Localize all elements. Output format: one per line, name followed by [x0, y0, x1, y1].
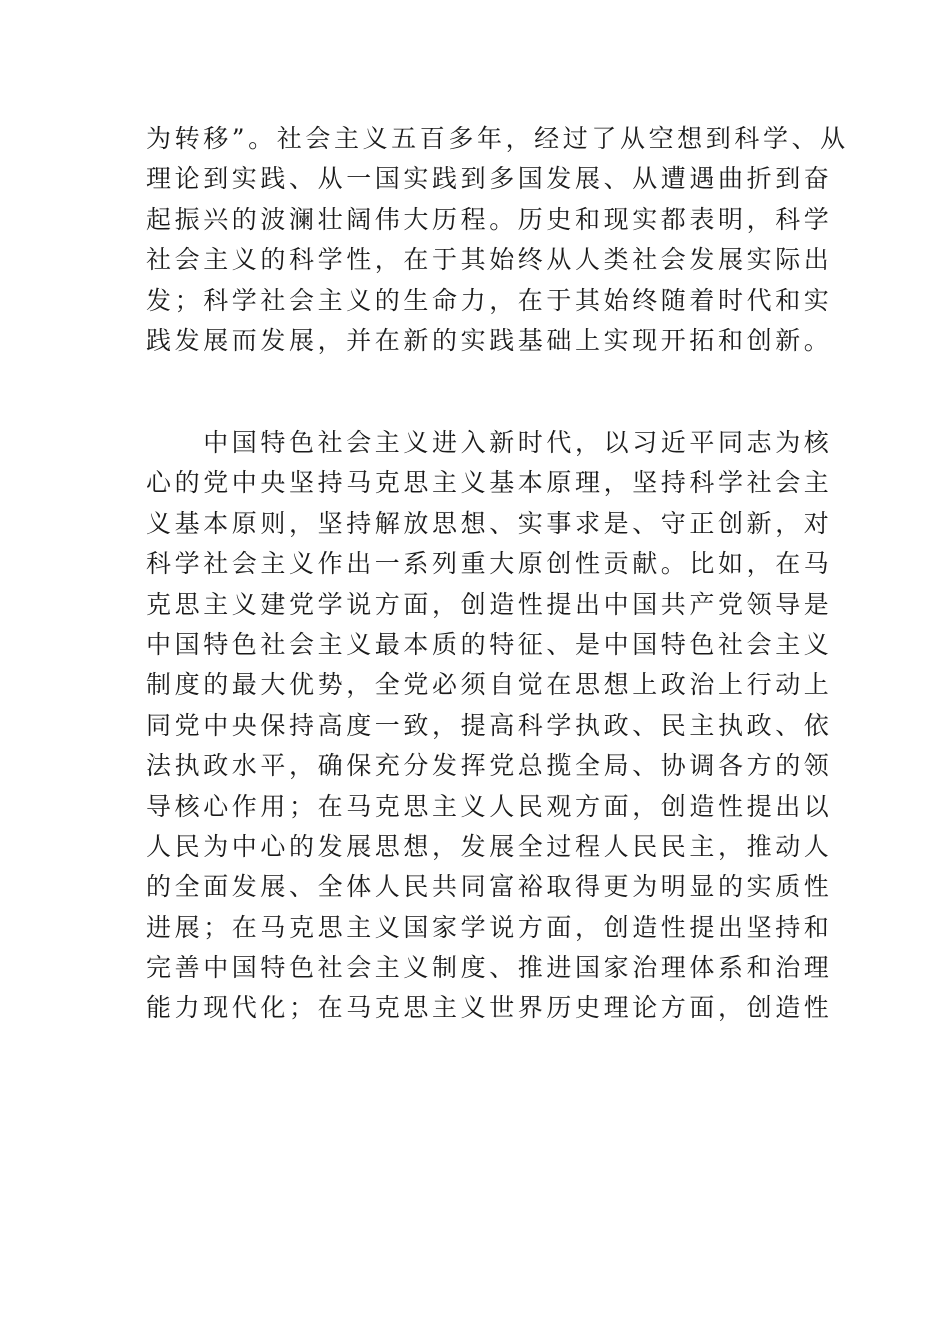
- text-line: 科学社会主义作出一系列重大原创性贡献。比如，在马: [146, 549, 833, 579]
- text-line: 为转移”。社会主义五百多年，经过了从空想到科学、从: [146, 124, 849, 153]
- text-line: 进展；在马克思主义国家学说方面，创造性提出坚持和: [146, 912, 833, 942]
- paragraph-1: [146, 119, 849, 361]
- text-line: 起振兴的波澜壮阔伟大历程。历史和现实都表明，科学: [146, 204, 833, 234]
- text-line: 理论到实践、从一国实践到多国发展、从遭遇曲折到奋: [146, 164, 833, 194]
- text-line: 克思主义建党学说方面，创造性提出中国共产党领导是: [146, 589, 833, 619]
- paragraph-2: [146, 423, 833, 1029]
- text-line: 能力现代化；在马克思主义世界历史理论方面，创造性: [146, 993, 833, 1023]
- text-line: 的全面发展、全体人民共同富裕取得更为明显的实质性: [146, 872, 833, 902]
- text-line: 社会主义的科学性，在于其始终从人类社会发展实际出: [146, 245, 833, 275]
- text-line: 导核心作用；在马克思主义人民观方面，创造性提出以: [146, 791, 833, 821]
- text-line: 同党中央保持高度一致，提高科学执政、民主执政、依: [146, 710, 833, 740]
- text-line: 制度的最大优势，全党必须自觉在思想上政治上行动上: [146, 670, 833, 700]
- text-line: 完善中国特色社会主义制度、推进国家治理体系和治理: [146, 953, 833, 983]
- text-line: 义基本原则，坚持解放思想、实事求是、守正创新，对: [146, 508, 833, 538]
- text-line: 发；科学社会主义的生命力，在于其始终随着时代和实: [146, 285, 833, 315]
- text-line: 法执政水平，确保充分发挥党总揽全局、协调各方的领: [146, 751, 833, 781]
- text-line: 心的党中央坚持马克思主义基本原理，坚持科学社会主: [146, 468, 833, 498]
- text-line: 践发展而发展，并在新的实践基础上实现开拓和创新。: [146, 325, 833, 355]
- text-line: 中国特色社会主义进入新时代，以习近平同志为核: [146, 428, 833, 457]
- text-line: 人民为中心的发展思想，发展全过程人民民主，推动人: [146, 831, 833, 861]
- text-line: 中国特色社会主义最本质的特征、是中国特色社会主义: [146, 629, 833, 659]
